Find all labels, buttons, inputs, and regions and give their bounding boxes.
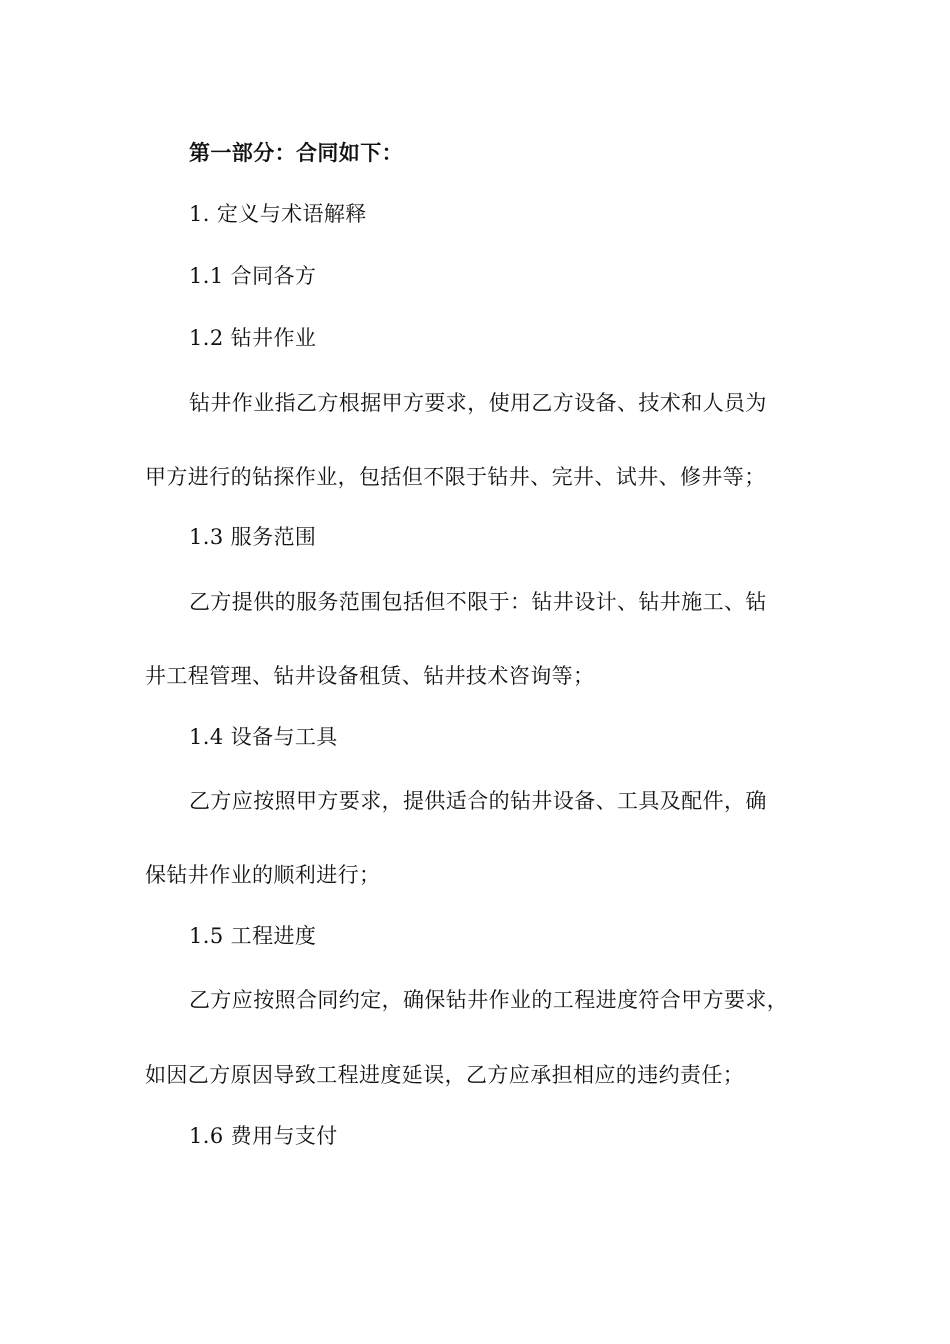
clause-1-2-text-line1: 钻井作业指乙方根据甲方要求，使用乙方设备、技术和人员为: [189, 391, 767, 415]
clause-1-4-text-line2: 保钻井作业的顺利进行；: [145, 863, 381, 887]
clause-1-5-text-line1: 乙方应按照合同约定，确保钻井作业的工程进度符合甲方要求，: [189, 988, 789, 1012]
clause-title-1-5: 1.5 工程进度: [189, 924, 317, 948]
clause-1-2-text-line2: 甲方进行的钻探作业，包括但不限于钻井、完井、试井、修井等；: [145, 465, 766, 489]
part-heading: 第一部分：合同如下：: [189, 140, 403, 165]
clause-title-1-6: 1.6 费用与支付: [189, 1124, 338, 1148]
clause-1-5-text-line2: 如因乙方原因导致工程进度延误，乙方应承担相应的违约责任；: [145, 1063, 745, 1087]
clause-1-4-text-line1: 乙方应按照甲方要求，提供适合的钻井设备、工具及配件，确: [189, 789, 767, 813]
clause-title-1-1: 1.1 合同各方: [189, 264, 317, 288]
section-title-definitions: 1. 定义与术语解释: [189, 202, 367, 226]
clause-title-1-4: 1.4 设备与工具: [189, 725, 338, 749]
clause-title-1-3: 1.3 服务范围: [189, 525, 317, 549]
clause-1-3-text-line2: 井工程管理、钻井设备租赁、钻井技术咨询等；: [145, 664, 595, 688]
clause-title-1-2: 1.2 钻井作业: [189, 326, 317, 350]
clause-1-3-text-line1: 乙方提供的服务范围包括但不限于：钻井设计、钻井施工、钻: [189, 590, 767, 614]
